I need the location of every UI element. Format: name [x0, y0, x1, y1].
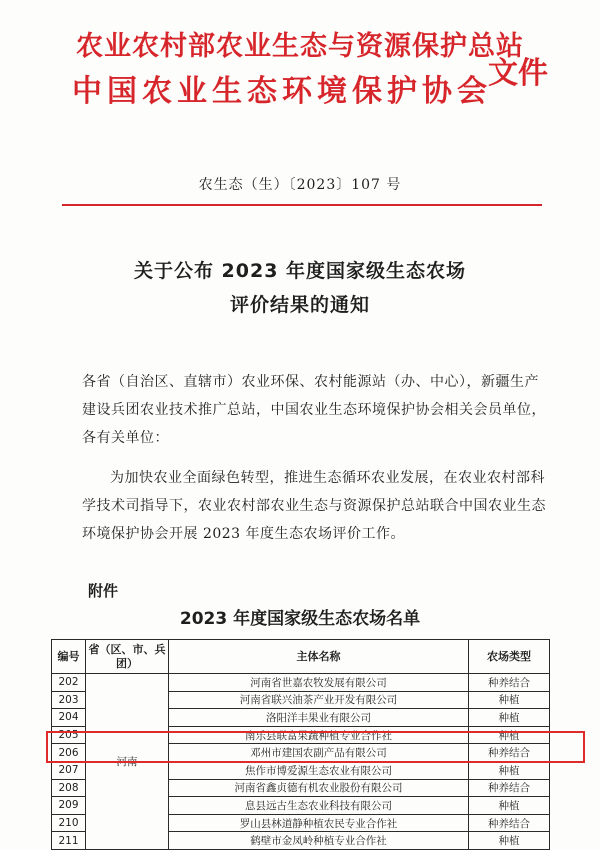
entity-name: 南乐县联富果蔬种植专业合作社	[169, 726, 469, 744]
recipients-paragraph: 各省（自治区、直辖市）农业环保、农村能源站（办、中心），新疆生产建设兵团农业技术推广总站，中国农业生态环境保护协会相关会员单位，各有关单位：	[82, 374, 546, 446]
issuer-line-1: 农业农村部农业生态与资源保护总站	[76, 31, 524, 62]
document-header	[48, 14, 558, 124]
row-number: 205	[52, 726, 86, 744]
farm-type: 种植	[469, 832, 550, 850]
entity-name: 邓州市建国农副产品有限公司	[169, 744, 469, 762]
farm-type: 种植	[469, 709, 550, 727]
row-number: 208	[52, 779, 86, 797]
issuer-line-2: 中国农业生态环境保护协会	[72, 74, 492, 109]
row-number: 209	[52, 797, 86, 815]
entity-name: 息县远古生态农业科技有限公司	[169, 797, 469, 815]
table-row	[52, 674, 550, 692]
row-number: 211	[52, 832, 86, 850]
row-number: 210	[52, 814, 86, 832]
title-line-2: 评价结果的通知	[229, 294, 370, 316]
table-title: 2023 年度国家级生态农场名单	[179, 609, 421, 629]
header-entity-name: 主体名称	[169, 640, 469, 674]
document-number: 农生态（生）〔2023〕107 号	[198, 177, 402, 193]
farm-type: 种养结合	[469, 779, 550, 797]
farm-type: 种植	[469, 726, 550, 744]
highlight-box	[46, 731, 585, 763]
entity-name: 洛阳洋丰果业有限公司	[169, 709, 469, 727]
body-paragraph	[82, 464, 552, 548]
farm-type: 种植	[469, 797, 550, 815]
row-number: 202	[52, 674, 86, 692]
table-header-row	[52, 640, 550, 674]
row-number: 206	[52, 744, 86, 762]
entity-name: 鹤壁市金凤岭种植专业合作社	[169, 832, 469, 850]
row-number: 207	[52, 761, 86, 779]
farm-type: 种养结合	[469, 674, 550, 692]
row-number: 203	[52, 691, 86, 709]
province-cell: 河南	[86, 674, 169, 850]
entity-name: 河南省联兴油茶产业开发有限公司	[169, 691, 469, 709]
header-number: 编号	[52, 640, 86, 674]
farm-type: 种养结合	[469, 744, 550, 762]
header-province: 省（区、市、兵团）	[86, 640, 169, 674]
row-number: 204	[52, 709, 86, 727]
attachment-label: 附件	[88, 582, 119, 600]
body-paragraph-text: 为加快农业全面绿色转型，推进生态循环农业发展，在农业农村部科学技术司指导下，农业农村部农业生态与资源保护总站联合中国农业生态环境保护协会开展 2023 年度生态农场评价工作。	[82, 470, 546, 542]
entity-name: 焦作市博爱源生态农业有限公司	[169, 761, 469, 779]
entity-name: 罗山县林道静种植农民专业合作社	[169, 814, 469, 832]
header-farm-type: 农场类型	[469, 640, 550, 674]
header-divider	[62, 204, 542, 206]
entity-name: 河南省鑫贞德有机农业股份有限公司	[169, 779, 469, 797]
farm-type: 种植	[469, 761, 550, 779]
farm-type: 种养结合	[469, 814, 550, 832]
entity-name: 河南省世嘉农牧发展有限公司	[169, 674, 469, 692]
doc-type-label: 文件	[488, 56, 548, 91]
title-line-1: 关于公布 2023 年度国家级生态农场	[133, 260, 467, 282]
farm-type: 种植	[469, 691, 550, 709]
